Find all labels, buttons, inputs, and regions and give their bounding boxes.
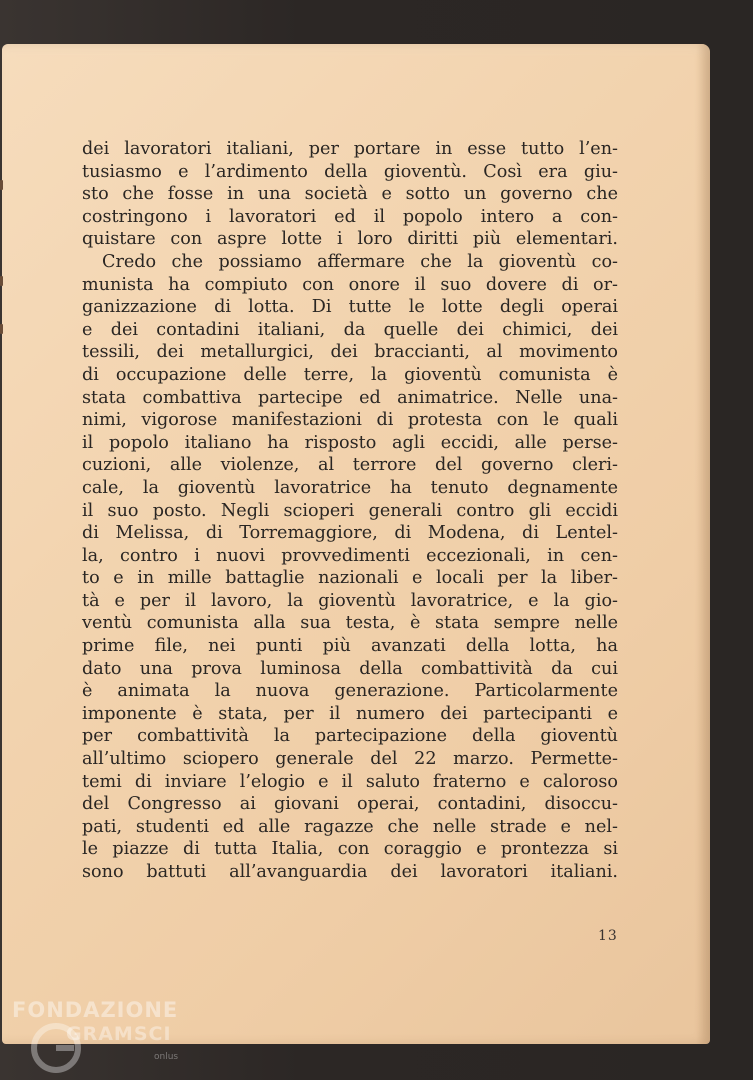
- text-line: costringono i lavoratori ed il popolo intero a con-: [82, 206, 618, 227]
- text-line: dei lavoratori italiani, per portare in esse tutto l’en-: [82, 139, 618, 159]
- text-line: munista ha compiuto con onore il suo dovere di or-: [82, 274, 618, 295]
- body-text: [82, 138, 618, 884]
- text-line: di occupazione delle terre, la gioventù comunista è: [82, 364, 618, 385]
- text-line: ganizzazione di lotta. Di tutte le lotte degli operai: [82, 297, 618, 318]
- text-line: temi di inviare l’elogio e il saluto fraterno e caloroso: [82, 771, 618, 792]
- text-line: tà e per il lavoro, la gioventù lavoratrice, e la gio-: [82, 590, 618, 611]
- text-line: il suo posto. Negli scioperi generali contro gli eccidi: [82, 500, 618, 521]
- text-line: per combattività la partecipazione della gioventù: [82, 726, 618, 747]
- text-line: to e in mille battaglie nazionali e locali per la liber-: [82, 568, 618, 589]
- text-line: di Melissa, di Torremaggiore, di Modena, di Lentel-: [82, 523, 618, 544]
- text-line: tessili, dei metallurgici, dei braccianti, al movimento: [82, 342, 618, 363]
- text-line: sono battuti all’avanguardia dei lavoratori italiani.: [82, 862, 618, 882]
- text-line: cale, la gioventù lavoratrice ha tenuto degnamente: [82, 477, 618, 498]
- text-line: la, contro i nuovi provvedimenti eccezionali, in cen-: [82, 545, 618, 566]
- text-line: stata combattiva partecipe ed animatrice. Nelle una-: [82, 387, 618, 408]
- text-line: sto che fosse in una società e sotto un governo che: [82, 184, 618, 205]
- watermark-line2: GRAMSCI: [66, 1023, 172, 1045]
- text-line: il popolo italiano ha risposto agli eccidi, alle perse-: [82, 432, 618, 453]
- text-line: dato una prova luminosa della combattività da cui: [82, 658, 618, 679]
- page-number: 13: [598, 928, 618, 944]
- paragraph-start-line: Credo che possiamo affermare che la gioventù co-: [102, 251, 618, 272]
- text-line: le piazze di tutta Italia, con coraggio e prontezza si: [82, 839, 618, 860]
- watermark-logo: [4, 996, 204, 1080]
- text-line: tusiasmo e l’ardimento della gioventù. Così era giu-: [82, 161, 618, 182]
- text-line: prime file, nei punti più avanzati della lotta, ha: [82, 636, 618, 657]
- text-line: pati, studenti ed alle ragazze che nelle strade e nel-: [82, 816, 618, 837]
- text-line: all’ultimo sciopero generale del 22 marzo. Permette-: [82, 749, 618, 770]
- watermark-line1: FONDAZIONE: [12, 998, 179, 1022]
- text-line: quistare con aspre lotte i loro diritti più elementari.: [82, 229, 618, 250]
- text-line: cuzioni, alle violenze, al terrore del governo cleri-: [82, 455, 618, 476]
- text-line: è animata la nuova generazione. Particolarmente: [82, 681, 618, 702]
- binding-edge: [0, 44, 6, 1044]
- text-line: nimi, vigorose manifestazioni di protesta con le quali: [82, 410, 618, 431]
- watermark-line3: onlus: [154, 1052, 179, 1062]
- text-line: del Congresso ai giovani operai, contadini, disoccu-: [82, 794, 618, 815]
- text-line: imponente è stata, per il numero dei partecipanti e: [82, 703, 618, 724]
- text-line: ventù comunista alla sua testa, è stata sempre nelle: [82, 613, 618, 634]
- text-line: e dei contadini italiani, da quelle dei chimici, dei: [82, 319, 618, 340]
